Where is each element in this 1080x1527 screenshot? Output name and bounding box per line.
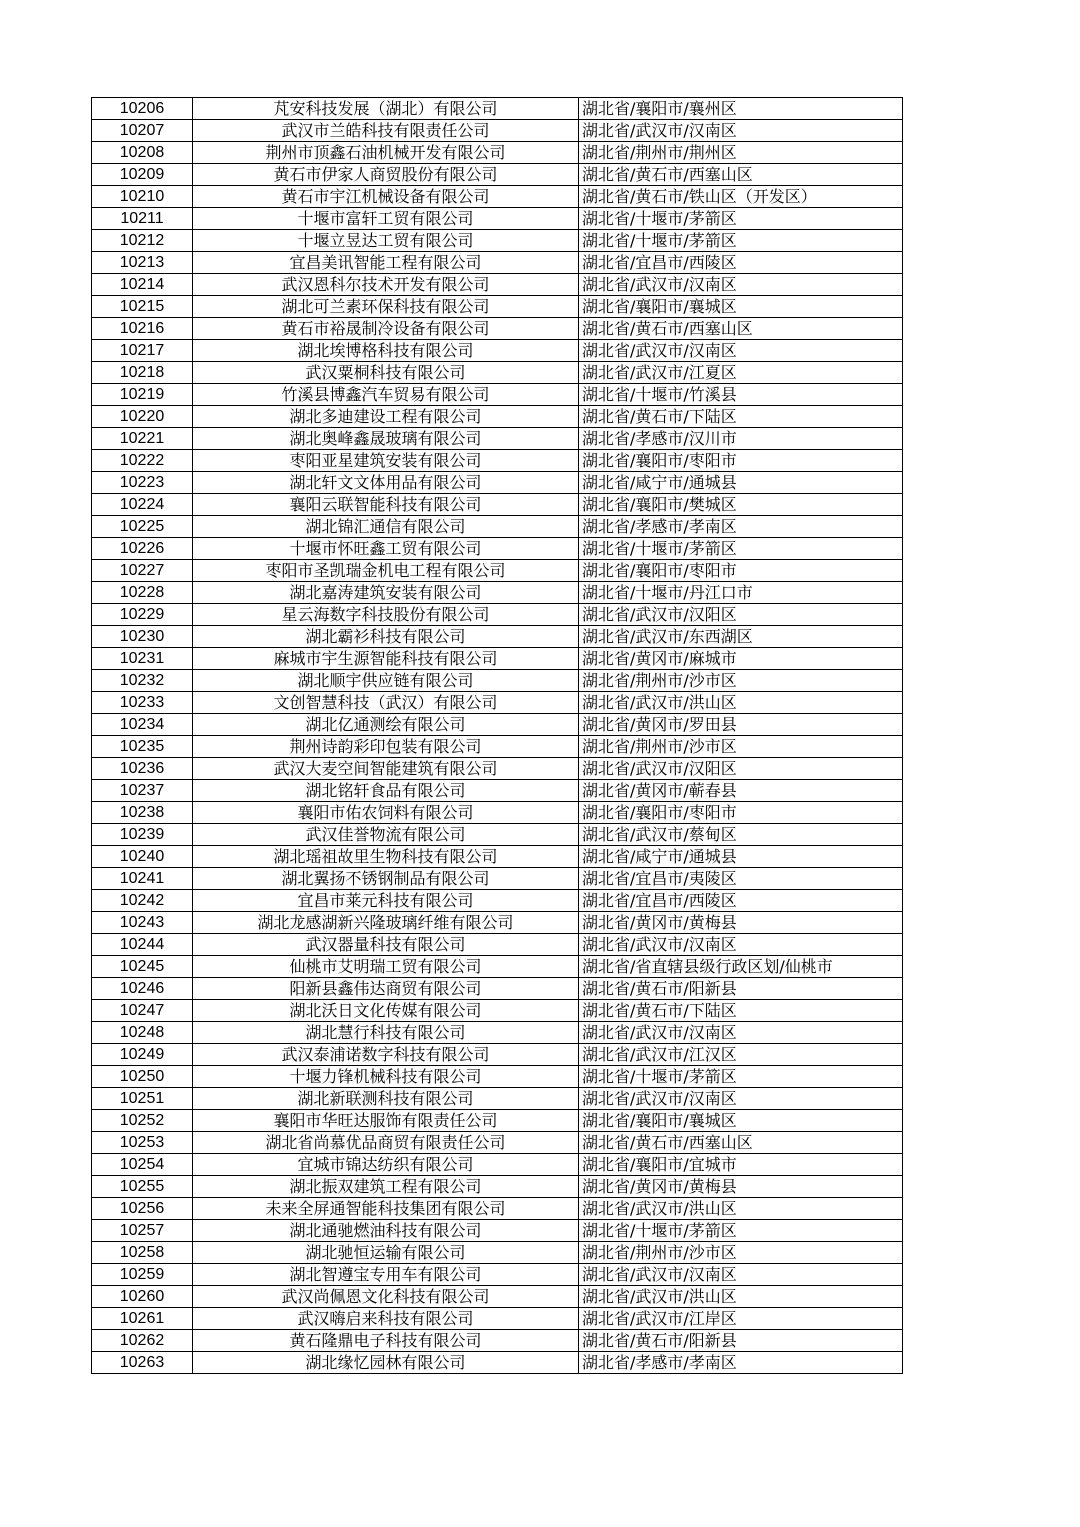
table-row bbox=[92, 340, 903, 362]
row-id-cell: 10215 bbox=[92, 296, 193, 318]
row-id-cell: 10259 bbox=[92, 1264, 193, 1286]
table-row bbox=[92, 450, 903, 472]
row-id-cell: 10247 bbox=[92, 1000, 193, 1022]
company-name-cell: 湖北振双建筑工程有限公司 bbox=[193, 1176, 579, 1198]
row-id-cell: 10212 bbox=[92, 230, 193, 252]
company-name-cell: 湖北可兰素环保科技有限公司 bbox=[193, 296, 579, 318]
row-id-cell: 10257 bbox=[92, 1220, 193, 1242]
company-name-cell: 襄阳市佑农饲料有限公司 bbox=[193, 802, 579, 824]
row-id-cell: 10231 bbox=[92, 648, 193, 670]
row-id-cell: 10263 bbox=[92, 1352, 193, 1374]
table-row bbox=[92, 1220, 903, 1242]
table-row bbox=[92, 582, 903, 604]
row-id-cell: 10208 bbox=[92, 142, 193, 164]
company-name-cell: 湖北缘忆园林有限公司 bbox=[193, 1352, 579, 1374]
table-row bbox=[92, 208, 903, 230]
region-cell: 湖北省/十堰市/茅箭区 bbox=[579, 208, 903, 230]
table-row bbox=[92, 1154, 903, 1176]
region-cell: 湖北省/黄石市/西塞山区 bbox=[579, 318, 903, 340]
region-cell: 湖北省/武汉市/汉南区 bbox=[579, 340, 903, 362]
table-row bbox=[92, 230, 903, 252]
company-name-cell: 文创智慧科技（武汉）有限公司 bbox=[193, 692, 579, 714]
region-cell: 湖北省/襄阳市/枣阳市 bbox=[579, 560, 903, 582]
company-name-cell: 黄石隆鼎电子科技有限公司 bbox=[193, 1330, 579, 1352]
company-name-cell: 湖北霸衫科技有限公司 bbox=[193, 626, 579, 648]
region-cell: 湖北省/武汉市/江夏区 bbox=[579, 362, 903, 384]
region-cell: 湖北省/黄冈市/蕲春县 bbox=[579, 780, 903, 802]
table-row bbox=[92, 758, 903, 780]
row-id-cell: 10213 bbox=[92, 252, 193, 274]
region-cell: 湖北省/十堰市/茅箭区 bbox=[579, 1066, 903, 1088]
region-cell: 湖北省/襄阳市/襄州区 bbox=[579, 98, 903, 120]
row-id-cell: 10210 bbox=[92, 186, 193, 208]
company-name-cell: 湖北瑶祖故里生物科技有限公司 bbox=[193, 846, 579, 868]
region-cell: 湖北省/宜昌市/夷陵区 bbox=[579, 868, 903, 890]
row-id-cell: 10256 bbox=[92, 1198, 193, 1220]
table-row bbox=[92, 692, 903, 714]
region-cell: 湖北省/武汉市/汉阳区 bbox=[579, 604, 903, 626]
region-cell: 湖北省/黄石市/阳新县 bbox=[579, 978, 903, 1000]
region-cell: 湖北省/十堰市/丹江口市 bbox=[579, 582, 903, 604]
table-row bbox=[92, 736, 903, 758]
region-cell: 湖北省/黄冈市/麻城市 bbox=[579, 648, 903, 670]
table-row bbox=[92, 890, 903, 912]
company-name-cell: 湖北智遵宝专用车有限公司 bbox=[193, 1264, 579, 1286]
company-name-cell: 湖北通驰燃油科技有限公司 bbox=[193, 1220, 579, 1242]
company-name-cell: 湖北新联测科技有限公司 bbox=[193, 1088, 579, 1110]
row-id-cell: 10238 bbox=[92, 802, 193, 824]
table-row bbox=[92, 384, 903, 406]
region-cell: 湖北省/咸宁市/通城县 bbox=[579, 472, 903, 494]
row-id-cell: 10255 bbox=[92, 1176, 193, 1198]
company-name-cell: 十堰市富轩工贸有限公司 bbox=[193, 208, 579, 230]
region-cell: 湖北省/武汉市/汉南区 bbox=[579, 274, 903, 296]
company-name-cell: 荆州诗韵彩印包装有限公司 bbox=[193, 736, 579, 758]
row-id-cell: 10240 bbox=[92, 846, 193, 868]
table-row bbox=[92, 626, 903, 648]
company-name-cell: 枣阳市圣凯瑞金机电工程有限公司 bbox=[193, 560, 579, 582]
region-cell: 湖北省/黄冈市/黄梅县 bbox=[579, 912, 903, 934]
region-cell: 湖北省/武汉市/洪山区 bbox=[579, 1198, 903, 1220]
row-id-cell: 10229 bbox=[92, 604, 193, 626]
table-row bbox=[92, 934, 903, 956]
region-cell: 湖北省/孝感市/孝南区 bbox=[579, 1352, 903, 1374]
table-row bbox=[92, 802, 903, 824]
table-row bbox=[92, 604, 903, 626]
company-name-cell: 武汉粟桐科技有限公司 bbox=[193, 362, 579, 384]
row-id-cell: 10234 bbox=[92, 714, 193, 736]
region-cell: 湖北省/黄石市/铁山区（开发区） bbox=[579, 186, 903, 208]
row-id-cell: 10249 bbox=[92, 1044, 193, 1066]
table-row bbox=[92, 120, 903, 142]
region-cell: 湖北省/武汉市/洪山区 bbox=[579, 1286, 903, 1308]
table-row bbox=[92, 1132, 903, 1154]
table-body bbox=[92, 98, 903, 1374]
table-row bbox=[92, 1330, 903, 1352]
row-id-cell: 10230 bbox=[92, 626, 193, 648]
row-id-cell: 10226 bbox=[92, 538, 193, 560]
table-row bbox=[92, 1308, 903, 1330]
region-cell: 湖北省/襄阳市/樊城区 bbox=[579, 494, 903, 516]
table-row bbox=[92, 274, 903, 296]
table-row bbox=[92, 648, 903, 670]
region-cell: 湖北省/宜昌市/西陵区 bbox=[579, 252, 903, 274]
region-cell: 湖北省/武汉市/蔡甸区 bbox=[579, 824, 903, 846]
table-row bbox=[92, 494, 903, 516]
row-id-cell: 10232 bbox=[92, 670, 193, 692]
row-id-cell: 10261 bbox=[92, 1308, 193, 1330]
region-cell: 湖北省/荆州市/沙市区 bbox=[579, 1242, 903, 1264]
company-name-cell: 武汉佳誉物流有限公司 bbox=[193, 824, 579, 846]
row-id-cell: 10244 bbox=[92, 934, 193, 956]
row-id-cell: 10222 bbox=[92, 450, 193, 472]
row-id-cell: 10219 bbox=[92, 384, 193, 406]
company-name-cell: 十堰力锋机械科技有限公司 bbox=[193, 1066, 579, 1088]
table-row bbox=[92, 296, 903, 318]
company-name-cell: 湖北铭轩食品有限公司 bbox=[193, 780, 579, 802]
row-id-cell: 10246 bbox=[92, 978, 193, 1000]
company-name-cell: 阳新县鑫伟达商贸有限公司 bbox=[193, 978, 579, 1000]
table-row bbox=[92, 868, 903, 890]
region-cell: 湖北省/黄冈市/黄梅县 bbox=[579, 1176, 903, 1198]
region-cell: 湖北省/黄冈市/罗田县 bbox=[579, 714, 903, 736]
region-cell: 湖北省/襄阳市/襄城区 bbox=[579, 296, 903, 318]
row-id-cell: 10250 bbox=[92, 1066, 193, 1088]
company-name-cell: 湖北锦汇通信有限公司 bbox=[193, 516, 579, 538]
region-cell: 湖北省/武汉市/江汉区 bbox=[579, 1044, 903, 1066]
row-id-cell: 10224 bbox=[92, 494, 193, 516]
row-id-cell: 10227 bbox=[92, 560, 193, 582]
row-id-cell: 10206 bbox=[92, 98, 193, 120]
region-cell: 湖北省/宜昌市/西陵区 bbox=[579, 890, 903, 912]
table-row bbox=[92, 1044, 903, 1066]
row-id-cell: 10243 bbox=[92, 912, 193, 934]
table-row bbox=[92, 428, 903, 450]
company-name-cell: 武汉恩科尔技术开发有限公司 bbox=[193, 274, 579, 296]
row-id-cell: 10211 bbox=[92, 208, 193, 230]
company-name-cell: 竹溪县博鑫汽车贸易有限公司 bbox=[193, 384, 579, 406]
company-name-cell: 星云海数字科技股份有限公司 bbox=[193, 604, 579, 626]
company-name-cell: 湖北轩文文体用品有限公司 bbox=[193, 472, 579, 494]
company-name-cell: 武汉市兰皓科技有限责任公司 bbox=[193, 120, 579, 142]
row-id-cell: 10209 bbox=[92, 164, 193, 186]
table-row bbox=[92, 1088, 903, 1110]
row-id-cell: 10236 bbox=[92, 758, 193, 780]
region-cell: 湖北省/武汉市/江岸区 bbox=[579, 1308, 903, 1330]
table-row bbox=[92, 516, 903, 538]
table-row bbox=[92, 538, 903, 560]
company-name-cell: 湖北嘉涛建筑安装有限公司 bbox=[193, 582, 579, 604]
table-row bbox=[92, 1066, 903, 1088]
company-name-cell: 黄石市宇江机械设备有限公司 bbox=[193, 186, 579, 208]
table-row bbox=[92, 1110, 903, 1132]
company-name-cell: 仙桃市艾明瑞工贸有限公司 bbox=[193, 956, 579, 978]
region-cell: 湖北省/黄石市/下陆区 bbox=[579, 1000, 903, 1022]
table-row bbox=[92, 846, 903, 868]
company-name-cell: 湖北省尚慕优品商贸有限责任公司 bbox=[193, 1132, 579, 1154]
table-row bbox=[92, 164, 903, 186]
row-id-cell: 10260 bbox=[92, 1286, 193, 1308]
row-id-cell: 10245 bbox=[92, 956, 193, 978]
company-name-cell: 宜城市锦达纺织有限公司 bbox=[193, 1154, 579, 1176]
company-name-cell: 湖北亿通测绘有限公司 bbox=[193, 714, 579, 736]
company-name-cell: 未来全屏通智能科技集团有限公司 bbox=[193, 1198, 579, 1220]
company-name-cell: 武汉器量科技有限公司 bbox=[193, 934, 579, 956]
row-id-cell: 10220 bbox=[92, 406, 193, 428]
table-row bbox=[92, 670, 903, 692]
region-cell: 湖北省/武汉市/汉南区 bbox=[579, 934, 903, 956]
row-id-cell: 10258 bbox=[92, 1242, 193, 1264]
table-row bbox=[92, 780, 903, 802]
table-row bbox=[92, 142, 903, 164]
table-row bbox=[92, 560, 903, 582]
region-cell: 湖北省/黄石市/西塞山区 bbox=[579, 164, 903, 186]
company-name-cell: 湖北沃日文化传媒有限公司 bbox=[193, 1000, 579, 1022]
company-name-cell: 湖北龙感湖新兴隆玻璃纤维有限公司 bbox=[193, 912, 579, 934]
region-cell: 湖北省/黄石市/西塞山区 bbox=[579, 1132, 903, 1154]
company-name-cell: 湖北驰恒运输有限公司 bbox=[193, 1242, 579, 1264]
row-id-cell: 10214 bbox=[92, 274, 193, 296]
table-row bbox=[92, 1022, 903, 1044]
region-cell: 湖北省/咸宁市/通城县 bbox=[579, 846, 903, 868]
table-row bbox=[92, 98, 903, 120]
row-id-cell: 10218 bbox=[92, 362, 193, 384]
row-id-cell: 10217 bbox=[92, 340, 193, 362]
row-id-cell: 10253 bbox=[92, 1132, 193, 1154]
row-id-cell: 10233 bbox=[92, 692, 193, 714]
region-cell: 湖北省/武汉市/东西湖区 bbox=[579, 626, 903, 648]
company-name-cell: 湖北埃博格科技有限公司 bbox=[193, 340, 579, 362]
table-row bbox=[92, 912, 903, 934]
region-cell: 湖北省/武汉市/汉南区 bbox=[579, 1022, 903, 1044]
table-row bbox=[92, 978, 903, 1000]
company-name-cell: 芃安科技发展（湖北）有限公司 bbox=[193, 98, 579, 120]
company-name-cell: 黄石市裕晟制冷设备有限公司 bbox=[193, 318, 579, 340]
region-cell: 湖北省/黄石市/阳新县 bbox=[579, 1330, 903, 1352]
row-id-cell: 10216 bbox=[92, 318, 193, 340]
row-id-cell: 10262 bbox=[92, 1330, 193, 1352]
row-id-cell: 10228 bbox=[92, 582, 193, 604]
region-cell: 湖北省/荆州市/沙市区 bbox=[579, 736, 903, 758]
region-cell: 湖北省/孝感市/汉川市 bbox=[579, 428, 903, 450]
company-name-cell: 黄石市伊家人商贸股份有限公司 bbox=[193, 164, 579, 186]
table-row bbox=[92, 1176, 903, 1198]
company-name-cell: 枣阳亚星建筑安装有限公司 bbox=[193, 450, 579, 472]
row-id-cell: 10242 bbox=[92, 890, 193, 912]
row-id-cell: 10235 bbox=[92, 736, 193, 758]
row-id-cell: 10248 bbox=[92, 1022, 193, 1044]
row-id-cell: 10221 bbox=[92, 428, 193, 450]
region-cell: 湖北省/襄阳市/襄城区 bbox=[579, 1110, 903, 1132]
row-id-cell: 10241 bbox=[92, 868, 193, 890]
company-name-cell: 湖北翼扬不锈钢制品有限公司 bbox=[193, 868, 579, 890]
table-row bbox=[92, 1352, 903, 1374]
region-cell: 湖北省/襄阳市/枣阳市 bbox=[579, 450, 903, 472]
table-row bbox=[92, 1286, 903, 1308]
table-row bbox=[92, 824, 903, 846]
company-name-cell: 湖北慧行科技有限公司 bbox=[193, 1022, 579, 1044]
company-name-cell: 襄阳市华旺达服饰有限责任公司 bbox=[193, 1110, 579, 1132]
region-cell: 湖北省/十堰市/竹溪县 bbox=[579, 384, 903, 406]
region-cell: 湖北省/武汉市/汉南区 bbox=[579, 1088, 903, 1110]
region-cell: 湖北省/荆州市/沙市区 bbox=[579, 670, 903, 692]
region-cell: 湖北省/孝感市/孝南区 bbox=[579, 516, 903, 538]
table-row bbox=[92, 252, 903, 274]
table-row bbox=[92, 318, 903, 340]
table-row bbox=[92, 1000, 903, 1022]
company-name-cell: 武汉嗨启来科技有限公司 bbox=[193, 1308, 579, 1330]
region-cell: 湖北省/襄阳市/宜城市 bbox=[579, 1154, 903, 1176]
region-cell: 湖北省/武汉市/洪山区 bbox=[579, 692, 903, 714]
row-id-cell: 10237 bbox=[92, 780, 193, 802]
row-id-cell: 10239 bbox=[92, 824, 193, 846]
table-row bbox=[92, 186, 903, 208]
row-id-cell: 10254 bbox=[92, 1154, 193, 1176]
region-cell: 湖北省/武汉市/汉南区 bbox=[579, 120, 903, 142]
region-cell: 湖北省/荆州市/荆州区 bbox=[579, 142, 903, 164]
table-row bbox=[92, 1264, 903, 1286]
company-name-cell: 宜昌美讯智能工程有限公司 bbox=[193, 252, 579, 274]
table-row bbox=[92, 714, 903, 736]
table-row bbox=[92, 472, 903, 494]
region-cell: 湖北省/襄阳市/枣阳市 bbox=[579, 802, 903, 824]
region-cell: 湖北省/武汉市/汉阳区 bbox=[579, 758, 903, 780]
company-name-cell: 十堰市怀旺鑫工贸有限公司 bbox=[193, 538, 579, 560]
region-cell: 湖北省/省直辖县级行政区划/仙桃市 bbox=[579, 956, 903, 978]
region-cell: 湖北省/黄石市/下陆区 bbox=[579, 406, 903, 428]
company-name-cell: 十堰立昱达工贸有限公司 bbox=[193, 230, 579, 252]
row-id-cell: 10252 bbox=[92, 1110, 193, 1132]
company-name-cell: 宜昌市莱元科技有限公司 bbox=[193, 890, 579, 912]
company-name-cell: 武汉尚佩恩文化科技有限公司 bbox=[193, 1286, 579, 1308]
row-id-cell: 10223 bbox=[92, 472, 193, 494]
company-name-cell: 湖北顺宇供应链有限公司 bbox=[193, 670, 579, 692]
region-cell: 湖北省/武汉市/汉南区 bbox=[579, 1264, 903, 1286]
table-row bbox=[92, 956, 903, 978]
table-row bbox=[92, 1198, 903, 1220]
company-name-cell: 襄阳云联智能科技有限公司 bbox=[193, 494, 579, 516]
company-name-cell: 湖北多迪建设工程有限公司 bbox=[193, 406, 579, 428]
row-id-cell: 10225 bbox=[92, 516, 193, 538]
company-name-cell: 荆州市顶鑫石油机械开发有限公司 bbox=[193, 142, 579, 164]
row-id-cell: 10251 bbox=[92, 1088, 193, 1110]
company-name-cell: 麻城市宇生源智能科技有限公司 bbox=[193, 648, 579, 670]
company-name-cell: 武汉大麦空间智能建筑有限公司 bbox=[193, 758, 579, 780]
company-name-cell: 武汉泰浦诺数字科技有限公司 bbox=[193, 1044, 579, 1066]
row-id-cell: 10207 bbox=[92, 120, 193, 142]
table-row bbox=[92, 362, 903, 384]
region-cell: 湖北省/十堰市/茅箭区 bbox=[579, 1220, 903, 1242]
region-cell: 湖北省/十堰市/茅箭区 bbox=[579, 230, 903, 252]
company-name-cell: 湖北奥峰鑫晟玻璃有限公司 bbox=[193, 428, 579, 450]
region-cell: 湖北省/十堰市/茅箭区 bbox=[579, 538, 903, 560]
table-row bbox=[92, 406, 903, 428]
table-row bbox=[92, 1242, 903, 1264]
company-table bbox=[91, 97, 903, 1374]
